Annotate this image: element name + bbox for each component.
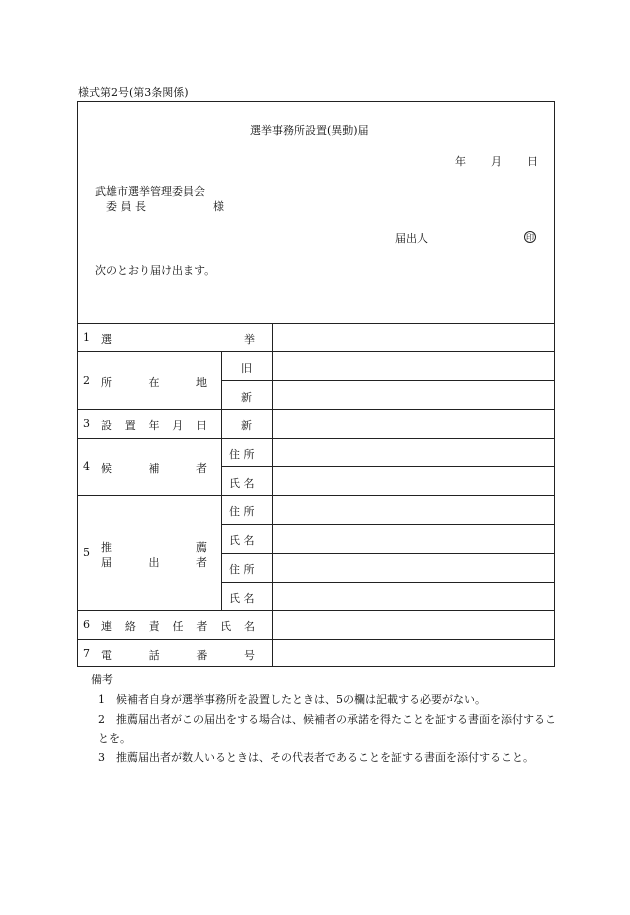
sub-label-name: 氏 名 <box>229 592 255 605</box>
row-number: 2 <box>83 374 90 387</box>
date-day-label: 日 <box>527 155 538 168</box>
sub-label-new: 新 <box>241 391 252 404</box>
sub-label-address: 住 所 <box>229 448 255 461</box>
sub-label-address: 住 所 <box>229 563 255 576</box>
phone-field[interactable] <box>273 640 554 666</box>
candidate-name-field[interactable] <box>273 467 554 495</box>
addressee-title: 委 員 長 <box>106 200 146 213</box>
rule <box>77 323 555 324</box>
column-divider <box>221 438 222 610</box>
row-label-phone: 電 話 番 号 <box>101 649 255 662</box>
row-number: 1 <box>83 331 90 344</box>
form-label: 様式第2号(第3条関係) <box>78 86 189 99</box>
establish-date-field[interactable] <box>273 410 554 437</box>
row-label-recommender-1: 推 薦 <box>101 541 207 554</box>
recommender1-address-field[interactable] <box>273 496 554 524</box>
note-item: 1 候補者自身が選挙事務所を設置したときは、5の欄は記載する必要がない。 <box>98 693 486 706</box>
location-new-field[interactable] <box>273 381 554 409</box>
contact-person-field[interactable] <box>273 611 554 639</box>
date-month-label: 月 <box>491 155 502 168</box>
column-divider <box>221 351 222 438</box>
date-year-label: 年 <box>455 155 466 168</box>
row-number: 5 <box>83 546 90 559</box>
row-label-candidate: 候 補 者 <box>101 462 207 475</box>
row-label-location: 所 在 地 <box>101 376 207 389</box>
seal-mark: 印 <box>526 232 534 242</box>
location-old-field[interactable] <box>273 352 554 380</box>
sub-label-new: 新 <box>241 419 252 432</box>
row-label-contact-person: 連 絡 責 任 者 氏 名 <box>101 620 255 633</box>
recommender2-name-field[interactable] <box>273 583 554 610</box>
row-number: 7 <box>83 647 90 660</box>
row-label-election: 選 挙 <box>101 333 255 346</box>
row-label-establish-date: 設 置 年 月 日 <box>101 419 207 432</box>
form-title: 選挙事務所設置(異動)届 <box>250 124 369 137</box>
candidate-address-field[interactable] <box>273 439 554 466</box>
row-number: 4 <box>83 460 90 473</box>
row-number: 6 <box>83 618 90 631</box>
row-number: 3 <box>83 417 90 430</box>
addressee-honorific: 様 <box>213 200 224 213</box>
sub-label-name: 氏 名 <box>229 534 255 547</box>
notes-heading: 備考 <box>91 673 113 686</box>
sub-label-name: 氏 名 <box>229 477 255 490</box>
note-item: 3 推薦届出者が数人いるときは、その代表者であることを証する書面を添付すること。 <box>98 751 534 764</box>
row-label-recommender-2: 届 出 者 <box>101 556 207 569</box>
recommender1-name-field[interactable] <box>273 525 554 553</box>
note-item: 2 推薦届出者がこの届出をする場合は、候補者の承諾を得たことを証する書面を添付することを。 <box>98 713 556 745</box>
sub-label-address: 住 所 <box>229 505 255 518</box>
addressee-org: 武雄市選挙管理委員会 <box>95 185 205 198</box>
submitter-label: 届出人 <box>395 232 428 245</box>
intro-text: 次のとおり届け出ます。 <box>95 264 216 277</box>
sub-label-old: 旧 <box>241 362 252 375</box>
recommender2-address-field[interactable] <box>273 554 554 582</box>
